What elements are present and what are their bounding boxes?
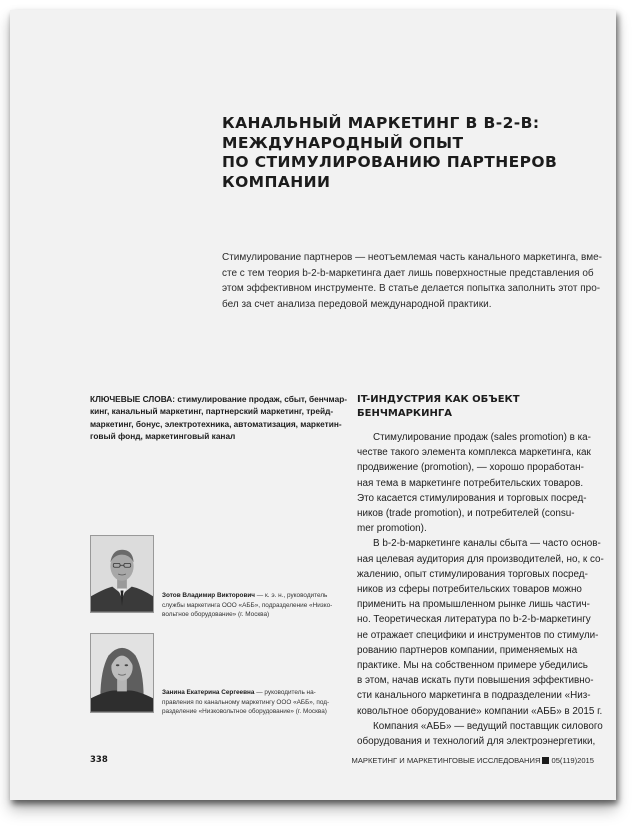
author-name: Зотов Владимир Викторович [162,592,256,599]
author-photo-zanina [90,633,154,713]
body-line: В b-2-b-маркетинге каналы сбыта — часто основ- [373,538,601,550]
body-line: не отражает специфики и инструментов по стимули- [357,629,599,641]
body-line: Стимулирование продаж (sales promotion) в ка- [373,432,591,443]
body-line: жалению, опыт стимулирования торговых посред- [357,568,588,580]
body-line: ников из сферы потребительских товаров можно [357,584,582,596]
author-line: службы маркетинга ООО «АББ», подразделение «Низко- [162,601,333,609]
keywords-label: КЛЮЧЕВЫЕ СЛОВА: [90,394,176,404]
body-line: продвижение (promotion), — хорошо проработан- [357,462,584,474]
abstract-line: бел за счет анализа передовой международной практики. [222,298,492,310]
body-line: ная целевая аудитория для производителей, но, к со- [357,553,604,565]
abstract-line: сте с тем теория b-2-b-маркетинга дает лишь поверхностные представления об [222,267,594,279]
article-title [222,114,592,192]
body-line: Это касается стимулирования и торговых посред- [357,492,587,504]
woman-portrait-icon [91,634,153,712]
square-bullet-icon [542,757,549,764]
title-line: ПО СТИМУЛИРОВАНИЮ ПАРТНЕРОВ [222,153,558,171]
author-line: правления по канальному маркетингу ООО «АББ», под- [162,698,330,706]
body-line: ковольтное оборудование» компании «АББ» в 2015 г. [357,705,603,717]
author-bio-zotov [162,591,342,620]
journal-issue: 05(119)2015 [551,756,594,765]
keywords-line [90,393,348,405]
author-role: — к. э. н., руководитель [255,592,328,599]
author-line: вольтное оборудование» (г. Москва) [162,611,270,619]
keywords-block [90,393,348,443]
heading-line: БЕНЧМАРКИНГА [357,407,452,419]
body-line: практике. Мы на собственном примере убедились [357,660,588,672]
man-portrait-icon [91,536,153,612]
section-body [357,430,604,749]
body-line: Компания «АББ» — ведущий поставщик силового [373,720,603,732]
heading-line: IT-ИНДУСТРИЯ КАК ОБЪЕКТ [357,394,520,405]
body-line: в этом, начав искать пути повышения эффективно- [357,675,594,687]
journal-title: МАРКЕТИНГ И МАРКЕТИНГОВЫЕ ИССЛЕДОВАНИЯ [351,756,541,765]
abstract-line: этом эффективном инструменте. В статье делается попытка заполнить этот про- [222,283,601,295]
author-name: Занина Екатерина Сергеевна [162,689,255,696]
author-line [162,688,342,698]
article-abstract [222,250,602,312]
title-line: КАНАЛЬНЫЙ МАРКЕТИНГ В B-2-B: [222,114,540,132]
body-line: применить на промышленном рынке лишь частич- [357,599,590,611]
title-line: КОМПАНИИ [222,172,331,191]
author-bio-zanina [162,688,342,717]
abstract-line: Стимулирование партнеров — неотъемлемая часть канального маркетинга, вме- [222,252,602,263]
keywords-text: стимулирование продаж, сбыт, бенчмар- [175,394,348,404]
section-heading [357,393,597,420]
author-photo-zotov [90,535,154,613]
body-line: ников (trade promotion), и потребителей (consu- [357,508,575,520]
journal-page [10,10,616,800]
title-line: МЕЖДУНАРОДНЫЙ ОПЫТ [222,133,464,152]
keywords-line: маркетинг, бонус, электротехника, автоматизация, маркетин- [90,418,342,429]
author-line [162,591,342,601]
body-line: mer promotion). [357,523,427,535]
body-line: сти канального маркетинга в подразделении «Низ- [357,690,591,702]
author-role: — руководитель на- [254,689,316,696]
page-number: 338 [90,755,108,765]
body-line: оборудования и технологий для электроэнергетики, [357,736,596,748]
keywords-line: говый фонд, маркетинговый канал [90,431,236,442]
keywords-line: кинг, канальный маркетинг, партнерский маркетинг, трейд- [90,406,334,417]
body-line: но. Теоретическая литература по b-2-b-маркетингу [357,614,591,626]
journal-footer [352,756,594,765]
body-line: рованию партнеров компании, применяемых на [357,644,578,656]
body-line: честве такого элемента комплекса маркетинга, как [357,447,591,459]
body-line: ная тема в маркетинге потребительских товаров. [357,477,584,489]
author-line: разделение «Низковольтное оборудование» (г. Москва) [162,708,327,716]
